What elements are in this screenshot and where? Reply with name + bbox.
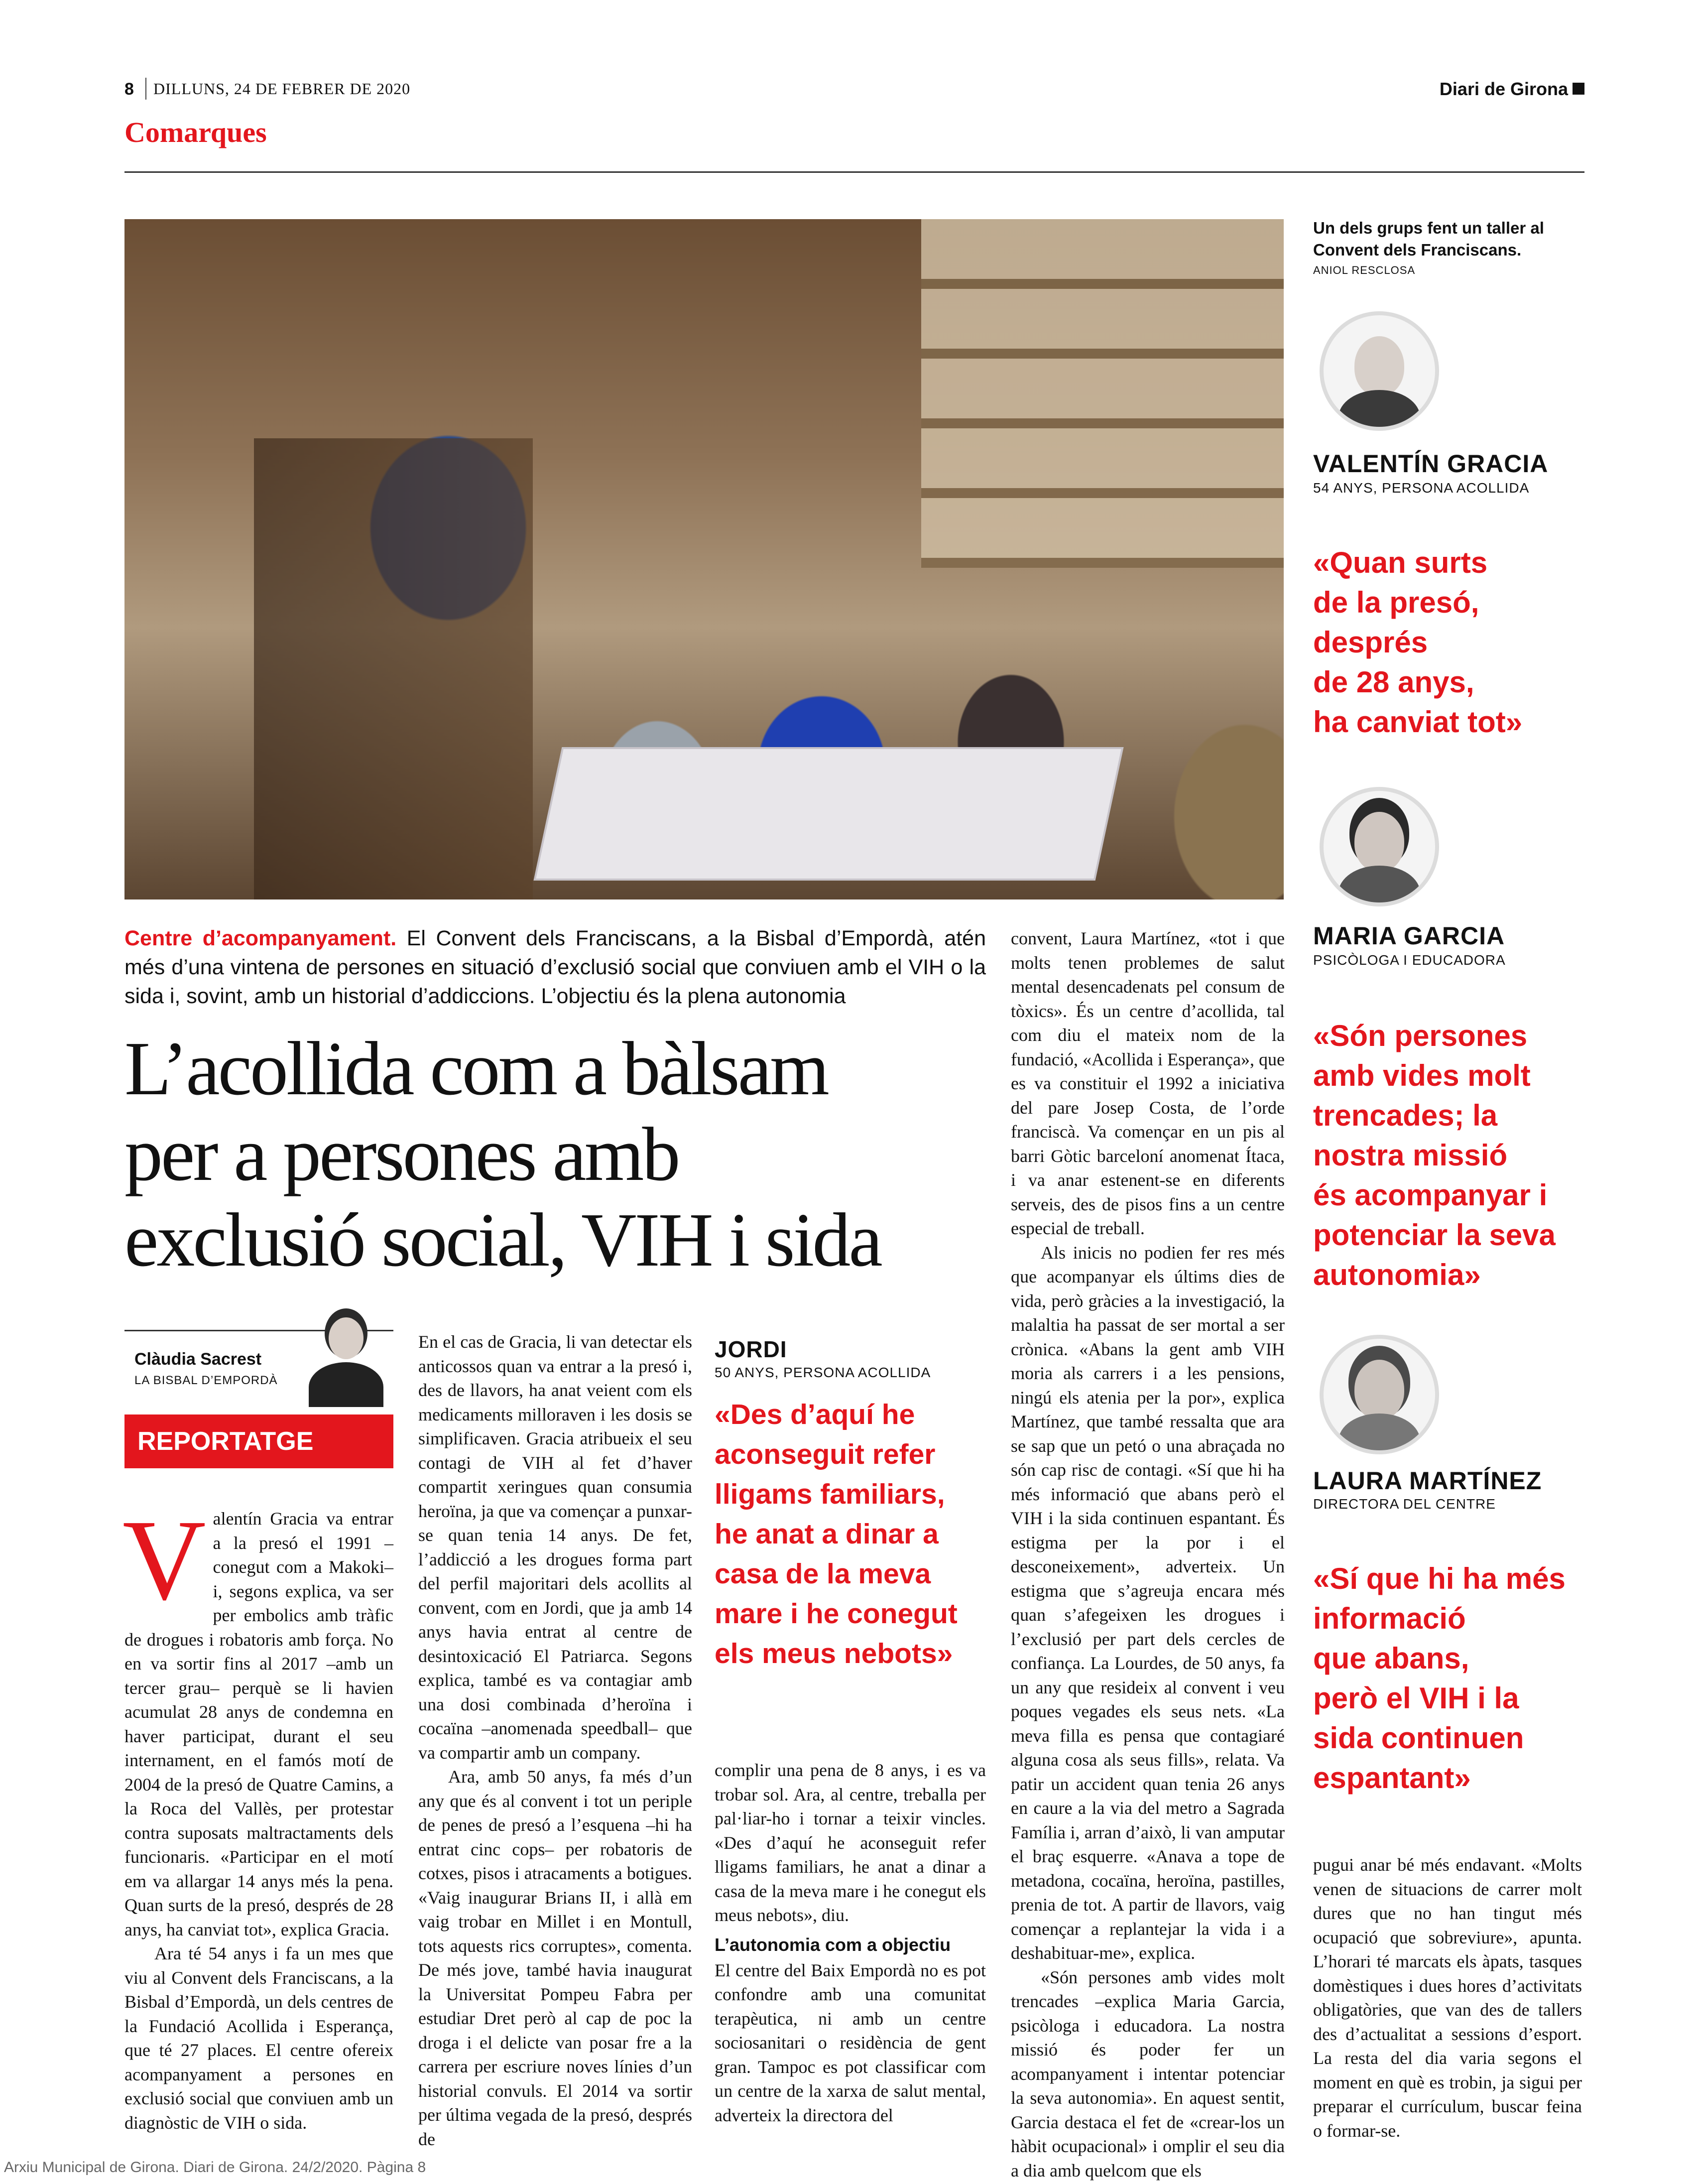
subheading: L’autonomia com a objectiu bbox=[715, 1934, 951, 1955]
profile-name: JORDI bbox=[715, 1336, 787, 1362]
pull-quote: «Són persones amb vides molt trencades; la nostra missió és acompanyar i potenciar la seva autonomia» bbox=[1313, 1019, 1556, 1291]
photo-table bbox=[534, 747, 1124, 881]
body-column-5 bbox=[1313, 1853, 1582, 2143]
drop-cap: V bbox=[122, 1496, 206, 1624]
profile-role: DIRECTORA DEL CENTRE bbox=[1313, 1496, 1496, 1512]
section-title: Comarques bbox=[124, 116, 267, 148]
pull-quote: «Des d’aquí he aconseguit refer lligams familiars, he anat a dinar a casa de la meva mare i he conegut els meus nebots» bbox=[715, 1399, 958, 1670]
lead-kicker: Centre d’acompanyament. bbox=[124, 926, 397, 950]
paragraph: pugui anar bé més endavant. «Molts venen de situacions de carrer molt dures que no han tingut més ocupació que sobreviure», apunta. L’horari té marcats els àpats, tasques domèstiques i dues hores d’activitats obligatòries, que van des de tallers des d’actualitat a sessions d’esport. La resta del dia varia segons el moment en què es trobin, ja sigui per preparar el currículum, buscar feina o formar-se. bbox=[1313, 1855, 1582, 2141]
photo-door bbox=[254, 438, 533, 899]
profile-role: 50 ANYS, PERSONA ACOLLIDA bbox=[715, 1365, 931, 1380]
profile-portrait bbox=[1320, 1335, 1439, 1454]
archive-footer: Arxiu Municipal de Girona. Diari de Girona. 24/2/2020. Pàgina 8 bbox=[4, 2159, 426, 2176]
paragraph: Ara té 54 anys i fa un mes que viu al Convent dels Franciscans, a la Bisbal d’Empordà, un dels centres de la Fundació Acollida i Esperança, que té 27 places. El centre ofereix acompanyament a persones en exclusió social que conviuen amb un diagnòstic de VIH o sida. bbox=[124, 1943, 393, 2133]
body-column-2 bbox=[418, 1330, 692, 2151]
photo-shelves bbox=[921, 219, 1284, 568]
lead-text: El Convent dels Franciscans, a la Bisbal d’Empordà, atén més d’una vintena de persones en situació d’exclusió social que conviuen amb el VIH o la sida i, sovint, amb un historial d’addiccions. L’objectiu és la plena autonomia bbox=[124, 926, 986, 1008]
main-photo bbox=[124, 219, 1284, 899]
lead-paragraph bbox=[124, 924, 986, 1011]
profile-portrait bbox=[1320, 787, 1439, 906]
paragraph: Als inicis no podien fer res més que acompanyar els últims dies de vida, però gràcies a la investigació, la malaltia ha passat de ser mortal a ser crònica. «Abans la gent amb VIH moria als carrers i a les pensions, ningú els atenia per la por», explica Martínez, que també ressalta que ara se sap que un petó o una abraçada no són cap risc de contagi. «Sí que hi ha més informació que abans però el VIH i la sida continuen espantant. És estigma per la por i el desconeixement», adverteix. Un estigma que s’agreuja encara més quan s’afegeixen les drogues i l’exclusió per part dels cercles de confiança. La Lourdes, de 50 anys, fa un any que resideix al convent i veu poques vegades els seus nets. «La meva filla es pensa que contagiaré alguna cosa als seus fills», relata. Va patir un accident quan tenia 26 anys en caure a la via del metro a Sagrada Família i, arran d’això, li van amputar el braç esquerre. «Anava a tope de metadona, cocaïna, heroïna, pastilles, prenia de tot. A partir de llavors, vaig començar a replantejar la vida i a deshabituar-me», explica. bbox=[1011, 1242, 1285, 1963]
header-separator bbox=[145, 78, 146, 100]
paragraph: alentín Gracia va entrar a la presó el 1991 –conegut com a Makoki– i, segons explica, va ser per embolics amb tràfic de drogues i robatoris amb força. No en va sortir fins al 2017 –amb un tercer grau– perquè se li havien acumulat 28 anys de condemna en haver participat, durant el seu internament, en el famós motí de 2004 de la presó de Quatre Camins, a la Roca del Vallès, per protestar contra suposats maltractaments dels funcionaris. «Participar en el motí em va allargar 14 anys més la pena. Quan surts de la presó, després de 28 anys, ha canviat tot», explica Gracia. bbox=[124, 1509, 393, 1939]
paragraph: convent, Laura Martínez, «tot i que molts tenen problemes de salut mental desencadenats pel consum de tòxics». És un centre d’acollida, tal com diu el mateix nom de la fundació, «Acollida i Esperança», que es va constituir el 1992 a iniciativa del pare Josep Costa, de l’orde franciscà. Va començar en un pis al barri Gòtic barceloní anomenat Ítaca, i va anar estenent-se en diferents serveis, des de pisos fins a un centre especial de treball. bbox=[1011, 928, 1285, 1238]
body-column-1 bbox=[122, 1496, 393, 2135]
newspaper-name: Diari de Girona bbox=[1439, 79, 1568, 99]
pull-quote: «Sí que hi ha més informació que abans, però el VIH i la sida continuen espantant» bbox=[1313, 1562, 1566, 1795]
paragraph: complir una pena de 8 anys, i es va trobar sol. Ara, al centre, treballa per pal·liar-ho i tornar a teixir vincles. «Des d’aquí he aconseguit refer lligams familiars, he anat a dinar a casa de la meva mare i he conegut els meus nebots», diu. bbox=[715, 1760, 986, 1925]
headline: L’acollida com a bàlsam per a persones amb exclusió social, VIH i sida bbox=[124, 1027, 881, 1283]
paragraph: El centre del Baix Empordà no es pot confondre amb una comunitat terapèutica, ni amb un centre sociosanitari o residència de gent gran. Tampoc es pot classificar com un centre de la xarxa de salut mental, adverteix la directora del bbox=[715, 1960, 986, 2125]
body-column-4 bbox=[1011, 926, 1285, 2183]
author-photo bbox=[304, 1307, 388, 1407]
profile-role: PSICÒLOGA I EDUCADORA bbox=[1313, 952, 1506, 968]
profile-name: MARIA GARCIA bbox=[1313, 922, 1505, 950]
page-number: 8 bbox=[124, 80, 134, 99]
pull-quote: «Quan surts de la presó, després de 28 anys, ha canviat tot» bbox=[1313, 546, 1523, 739]
byline-author: Clàudia Sacrest bbox=[134, 1350, 262, 1369]
section-badge: REPORTATGE bbox=[124, 1414, 393, 1468]
square-icon bbox=[1573, 83, 1584, 95]
photo-credit: ANIOL RESCLOSA bbox=[1313, 264, 1416, 276]
paragraph: Ara, amb 50 anys, fa més d’un any que és al convent i tot un periple de penes de presó a l’esquena –hi ha entrat cinc cops– per robatoris de cotxes, pisos i atracaments a botigues. «Vaig inaugurar Brians II, i allà em vaig trobar en Millet i en Montull, tots aquests rics corruptes», comenta. De més jove, també havia inaugurat la Universitat Pompeu Fabra per estudiar Dret però al cap de poc la droga i el delicte van posar fre a la carrera per escriure noves línies d’un historial convuls. El 2014 va sortir per última vegada de la presó, després de bbox=[418, 1767, 692, 2149]
body-column-3 bbox=[715, 1758, 986, 2127]
profile-portrait bbox=[1320, 311, 1439, 431]
paragraph: En el cas de Gracia, li van detectar els anticossos quan va entrar a la presó i, des de llavors, ha anat veient com els medicaments milloraven i les dosis se simplificaven. Gracia atribueix el seu contagi de VIH al fet d’haver compartit xeringues quan consumia heroïna, ja que va començar a punxar-se quan tenia 14 anys. De fet, l’addicció a les drogues forma part del perfil majoritari dels acollits al convent, com en Jordi, que ja amb 14 anys havia entrat al centre de desintoxicació El Patriarca. Segons explica, també es va contagiar amb una dosi combinada d’heroïna i cocaïna –anomenada speedball– que va compartir amb un company. bbox=[418, 1332, 693, 1763]
profile-role: 54 ANYS, PERSONA ACOLLIDA bbox=[1313, 480, 1530, 496]
profile-name: VALENTÍN GRACIA bbox=[1313, 450, 1549, 478]
header-rule bbox=[124, 171, 1584, 173]
byline-place: LA BISBAL D’EMPORDÀ bbox=[134, 1374, 278, 1387]
issue-date: DILLUNS, 24 DE FEBRER DE 2020 bbox=[153, 80, 411, 98]
photo-caption: Un dels grups fent un taller al Convent dels Franciscans. bbox=[1313, 219, 1544, 259]
paragraph: «Són persones amb vides molt trencades –explica Maria Garcia, psicòloga i educadora. La nostra missió és poder fer un acompanyament i intentar potenciar la seva autonomia». En aquest sentit, Garcia destaca el fet de «crear-los un hàbit ocupacional» i omplir el seu dia a dia amb quelcom que els bbox=[1011, 1967, 1285, 2181]
profile-name: LAURA MARTÍNEZ bbox=[1313, 1467, 1542, 1495]
